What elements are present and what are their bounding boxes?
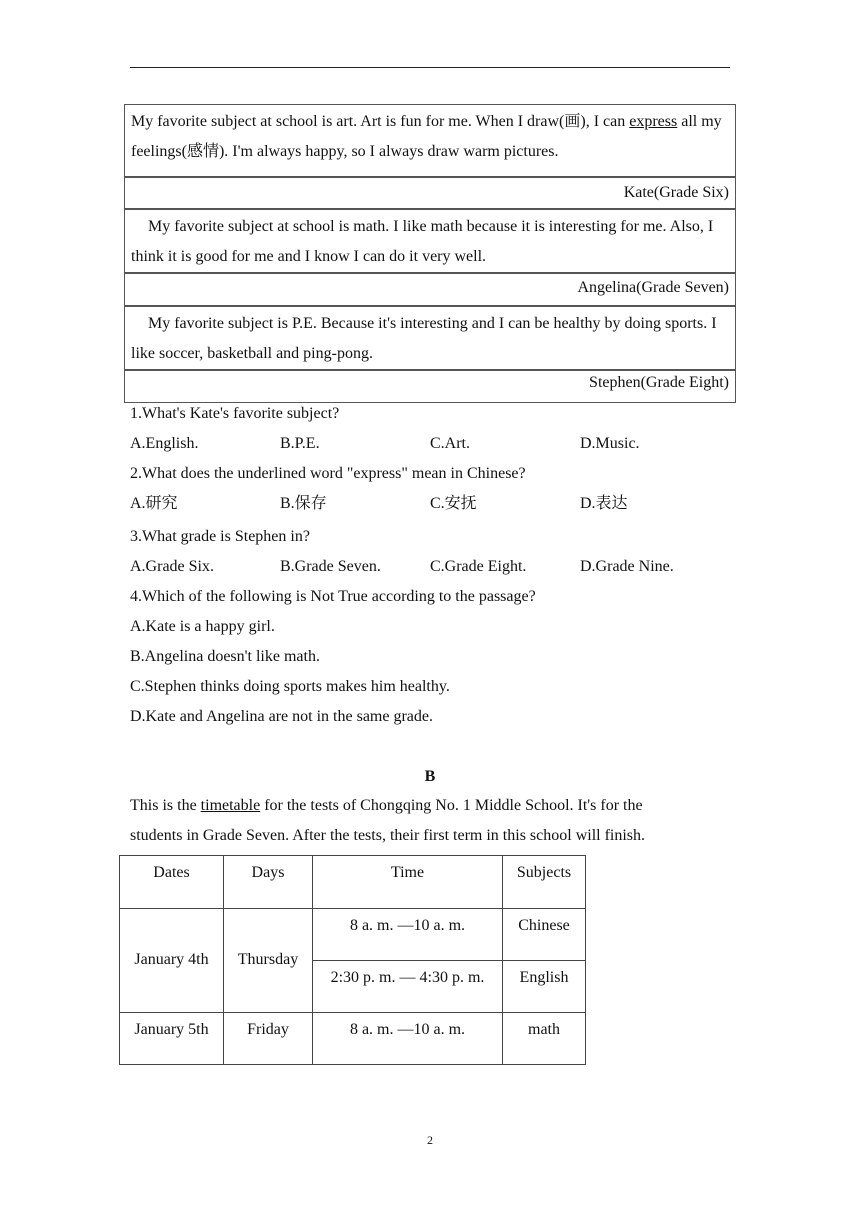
question-1-options: [130, 429, 730, 459]
table-header-row: [120, 856, 586, 909]
question-3: 3.What grade is Stephen in?: [130, 528, 310, 545]
option: B.P.E.: [280, 435, 320, 452]
option: C.安抚: [430, 495, 477, 512]
option: D.Music.: [580, 435, 640, 452]
passage-kate-text: My favorite subject at school is art. Art is fun for me. When I draw(画), I can express all my feelings(感情). I'm always happy, so I always draw warm pictures.: [131, 113, 722, 160]
header-rule: [130, 67, 730, 68]
signature-stephen: Stephen(Grade Eight): [124, 370, 736, 403]
section-b-intro-line-2: students in Grade Seven. After the tests, their first term in this school will finish.: [130, 827, 646, 844]
table-header: Days: [224, 856, 313, 909]
passage-angelina: [124, 209, 736, 273]
option: B.Angelina doesn't like math.: [130, 648, 320, 665]
section-b-intro-line-1: This is the timetable for the tests of Chongqing No. 1 Middle School. It's for the: [130, 797, 643, 814]
question-2-options: [130, 489, 730, 519]
table-header: Time: [313, 856, 503, 909]
passage-stephen: [124, 306, 736, 370]
option: B.保存: [280, 495, 327, 512]
table-header: Dates: [120, 856, 224, 909]
table-cell-day: Friday: [224, 1013, 313, 1065]
option: A.Kate is a happy girl.: [130, 618, 275, 635]
table-cell-date: January 4th: [120, 909, 224, 1013]
table-cell-subject: math: [503, 1013, 586, 1065]
passage-angelina-text: My favorite subject at school is math. I like math because it is interesting for me. Also, I think it is good for me and I know I can do it very well.: [131, 218, 714, 265]
table-cell-date: January 5th: [120, 1013, 224, 1065]
option: C.Grade Eight.: [430, 558, 527, 575]
table-header: Subjects: [503, 856, 586, 909]
timetable: [119, 855, 586, 1065]
option: A.Grade Six.: [130, 558, 214, 575]
option: B.Grade Seven.: [280, 558, 381, 575]
option: D.Kate and Angelina are not in the same grade.: [130, 708, 433, 725]
question-4: 4.Which of the following is Not True according to the passage?: [130, 588, 536, 605]
passage-kate: [124, 104, 736, 177]
table-cell-time: 2:30 p. m. — 4:30 p. m.: [313, 961, 503, 1013]
section-heading: B: [424, 768, 436, 785]
passage-stephen-text: My favorite subject is P.E. Because it's interesting and I can be healthy by doing sports. I like soccer, basketball and ping-pong.: [131, 315, 717, 362]
signature-angelina: Angelina(Grade Seven): [124, 273, 736, 306]
table-cell-day: Thursday: [224, 909, 313, 1013]
table-cell-subject: English: [503, 961, 586, 1013]
table-cell-time: 8 a. m. —10 a. m.: [313, 909, 503, 961]
question-1: 1.What's Kate's favorite subject?: [130, 405, 340, 422]
option: A.English.: [130, 435, 199, 452]
table-cell-time: 8 a. m. —10 a. m.: [313, 1013, 503, 1065]
option: C.Stephen thinks doing sports makes him healthy.: [130, 678, 450, 695]
underlined-word-express: express: [629, 113, 678, 130]
question-3-options: [130, 552, 730, 582]
table-cell-subject: Chinese: [503, 909, 586, 961]
option: D.Grade Nine.: [580, 558, 674, 575]
table-row: [120, 1013, 586, 1065]
option: C.Art.: [430, 435, 470, 452]
option: A.研究: [130, 495, 178, 512]
question-2: 2.What does the underlined word "express" mean in Chinese?: [130, 465, 526, 482]
option: D.表达: [580, 495, 628, 512]
page-number: 2: [427, 1133, 433, 1147]
underlined-word-timetable: timetable: [200, 797, 261, 814]
signature-kate: Kate(Grade Six): [124, 177, 736, 209]
table-row: [120, 909, 586, 961]
